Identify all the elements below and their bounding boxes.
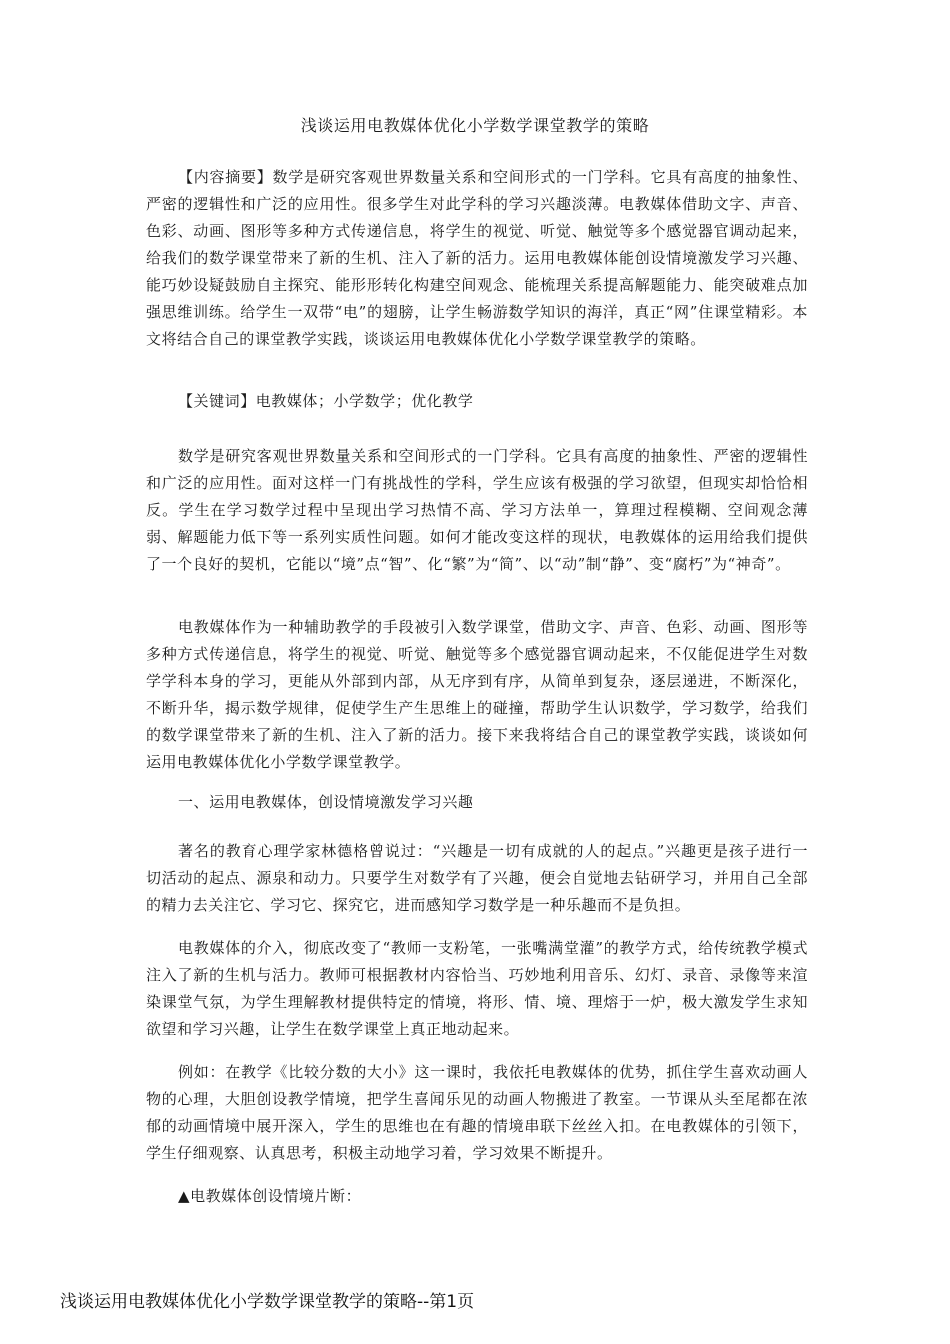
body-paragraph-1: 数学是研究客观世界数量关系和空间形式的一门学科。它具有高度的抽象性、严密的逻辑性和广泛的应用性。面对这样一门有挑战性的学科，学生应该有极强的学习欲望，但现实却恰恰相反。学生在学习数学过程中呈现出学习热情不高、学习方法单一，算理过程模糊、空间观念薄弱、解题能力低下等一系列实质性问题。如何才能改变这样的现状，电教媒体的运用给我们提供了一个良好的契机，它能以“境”点“智”、化“繁”为“简”、以“动”制“静”、变“腐朽”为“神奇”。 <box>146 447 808 573</box>
abstract-paragraph: 【内容摘要】数学是研究客观世界数量关系和空间形式的一门学科。它具有高度的抽象性、严密的逻辑性和广泛的应用性。很多学生对此学科的学习兴趣淡薄。电教媒体借助文字、声音、色彩、动画、图形等多种方式传递信息，将学生的视觉、听觉、触觉等多个感觉器官调动起来，给我们的数学课堂带来了新的生机、注入了新的活力。运用电教媒体能创设情境激发学习兴趣、能巧妙设疑鼓励自主探究、能形形转化构建空间观念、能梳理关系提高解题能力、能突破难点加强思维训练。给学生一双带“电”的翅膀，让学生畅游数学知识的海洋，真正“网”住课堂精彩。本文将结合自己的课堂教学实践，谈谈运用电教媒体优化小学数学课堂教学的策略。 <box>146 168 808 348</box>
body-paragraph-5: 例如：在教学《比较分数的大小》这一课时，我依托电教媒体的优势，抓住学生喜欢动画人物的心理，大胆创设教学情境，把学生喜闻乐见的动画人物搬进了教室。一节课从头至尾都在浓郁的动画情境中展开深入，学生的思维也在有趣的情境串联下丝丝入扣。在电教媒体的引领下，学生仔细观察、认真思考，积极主动地学习着，学习效果不断提升。 <box>146 1063 808 1162</box>
body-paragraph-4: 电教媒体的介入，彻底改变了“教师一支粉笔，一张嘴满堂灌”的教学方式，给传统教学模式注入了新的生机与活力。教师可根据教材内容恰当、巧妙地利用音乐、幻灯、录音、录像等来渲染课堂气氛，为学生理解教材提供特定的情境，将形、情、境、理熔于一炉，极大激发学生求知欲望和学习兴趣，让学生在数学课堂上真正地动起来。 <box>146 939 808 1038</box>
page-footer: 浅谈运用电教媒体优化小学数学课堂教学的策略--第1页 <box>60 1292 475 1312</box>
body-paragraph-2: 电教媒体作为一种辅助教学的手段被引入数学课堂，借助文字、声音、色彩、动画、图形等多种方式传递信息，将学生的视觉、听觉、触觉等多个感觉器官调动起来，不仅能促进学生对数学学科本身的学习，更能从外部到内部，从无序到有序，从简单到复杂，逐层递进，不断深化，不断升华，揭示数学规律，促使学生产生思维上的碰撞，帮助学生认识数学，学习数学，给我们的数学课堂带来了新的生机、注入了新的活力。接下来我将结合自己的课堂教学实践，谈谈如何运用电教媒体优化小学数学课堂教学。 <box>146 618 808 771</box>
body-paragraph-3: 著名的教育心理学家林德格曾说过：“兴趣是一切有成就的人的起点。”兴趣更是孩子进行一切活动的起点、源泉和动力。只要学生对数学有了兴趣，便会自觉地去钻研学习，并用自己全部的精力去关注它、学习它、探究它，进而感知学习数学是一种乐趣而不是负担。 <box>146 842 808 914</box>
document-title: 浅谈运用电教媒体优化小学数学课堂教学的策略 <box>300 116 650 135</box>
section-heading-1: 一、运用电教媒体，创设情境激发学习兴趣 <box>178 793 474 811</box>
keywords-line: 【关键词】电教媒体；小学数学；优化教学 <box>178 392 474 410</box>
figure-caption-line: ▲电教媒体创设情境片断： <box>178 1187 362 1205</box>
